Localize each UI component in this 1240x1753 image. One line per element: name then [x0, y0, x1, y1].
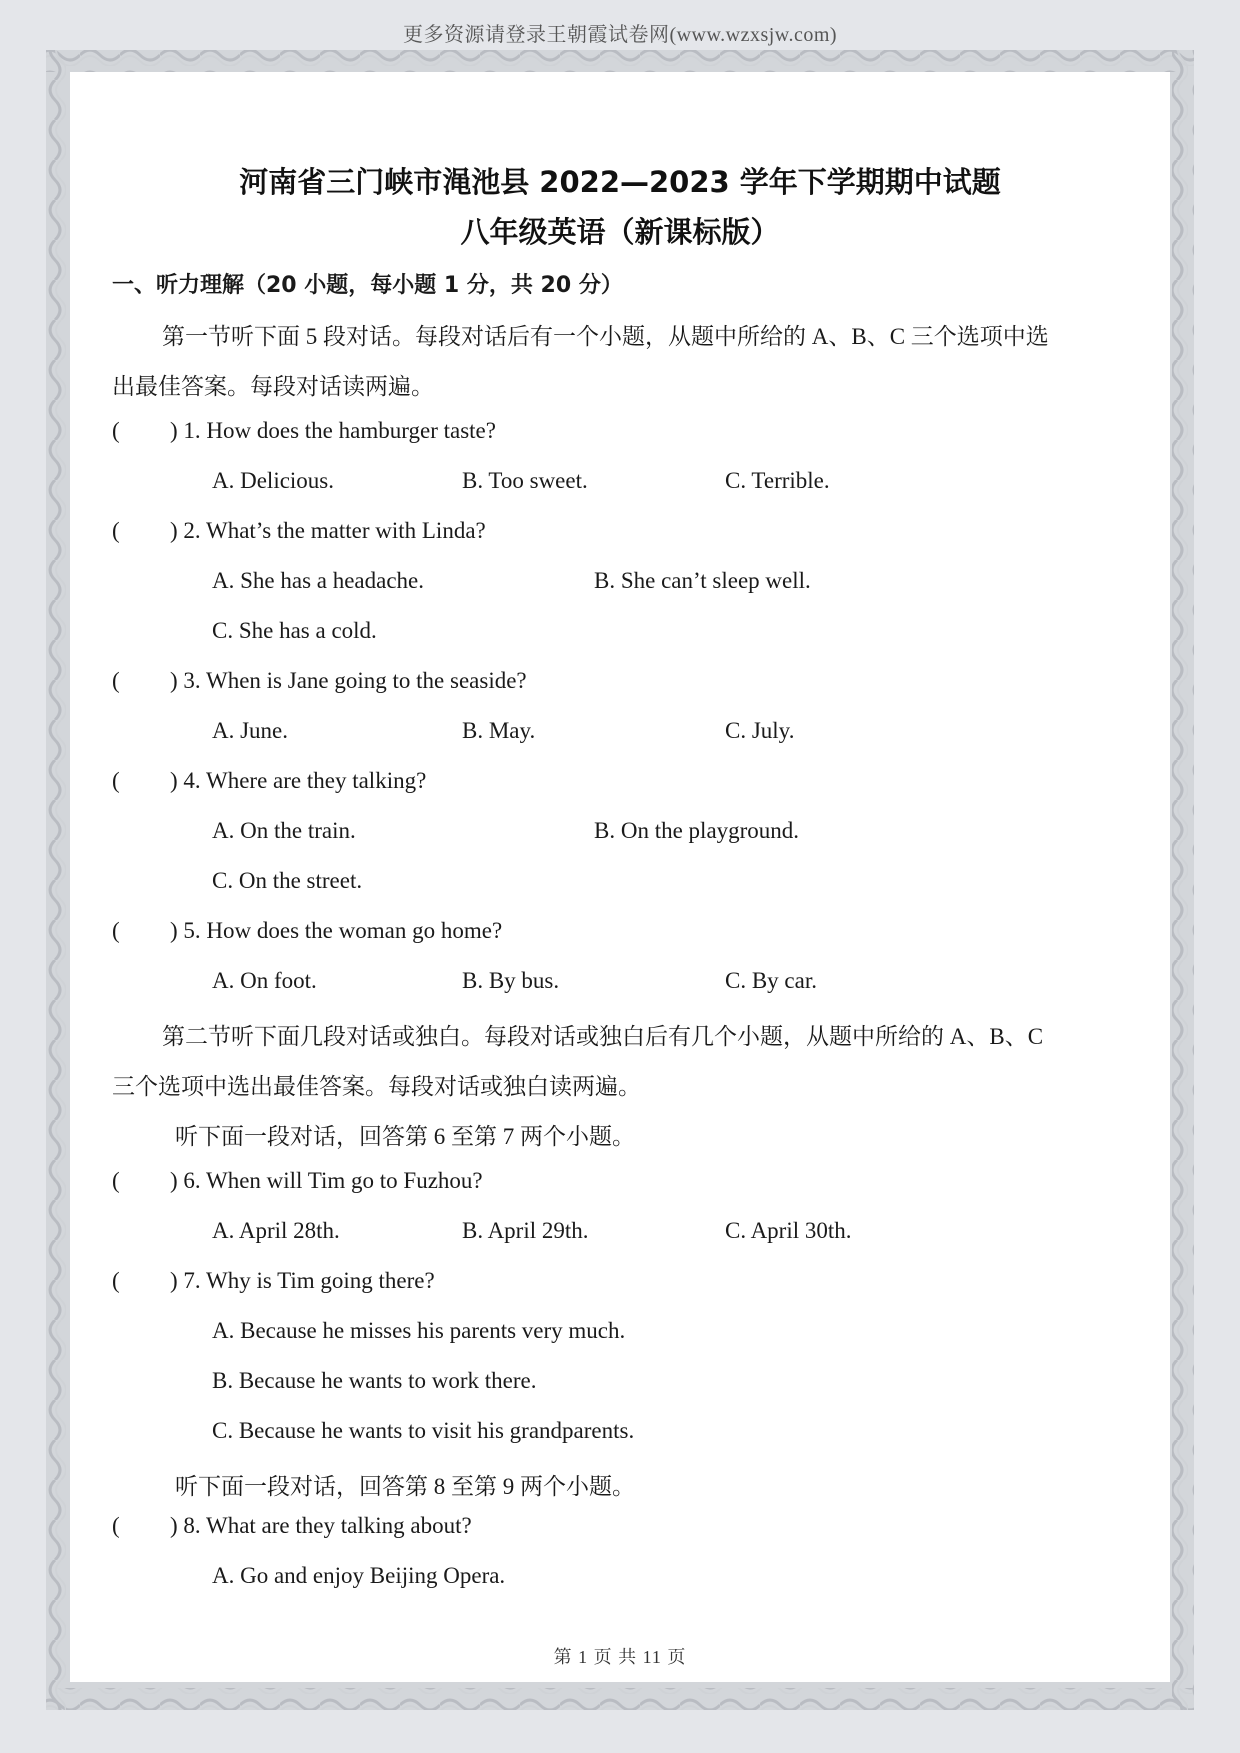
option-c: C. July. — [725, 718, 795, 743]
part1-instructions: 第一节听下面 5 段对话。每段对话后有一个小题，从题中所给的 A、B、C 三个选项中选 — [162, 324, 1049, 349]
answer-blank: ( — [112, 1168, 120, 1193]
question-stem: ) 3. When is Jane going to the seaside? — [170, 668, 527, 693]
answer-blank: ( — [112, 1268, 120, 1293]
option-c: C. By car. — [725, 968, 817, 993]
option-b: B. Because he wants to work there. — [212, 1368, 537, 1393]
question-stem: ) 5. How does the woman go home? — [170, 918, 503, 943]
option-b: B. Too sweet. — [462, 468, 588, 493]
part2-instructions: 第二节听下面几段对话或独白。每段对话或独白后有几个小题，从题中所给的 A、B、C — [162, 1024, 1044, 1049]
option-a: A. On foot. — [212, 968, 317, 993]
exam-title: 河南省三门峡市渑池县 2022—2023 学年下学期期中试题 — [239, 165, 1001, 199]
option-b: B. On the playground. — [594, 818, 800, 843]
option-b: B. She can’t sleep well. — [594, 568, 811, 593]
option-a: A. Go and enjoy Beijing Opera. — [212, 1563, 506, 1588]
page-number: 第 1 页 共 11 页 — [553, 1647, 687, 1667]
question-stem: ) 7. Why is Tim going there? — [170, 1268, 435, 1293]
option-a: A. Because he misses his parents very much. — [212, 1318, 626, 1343]
option-a: A. April 28th. — [212, 1218, 340, 1243]
question-stem: ) 1. How does the hamburger taste? — [170, 418, 496, 443]
option-c: C. Because he wants to visit his grandparents. — [212, 1418, 635, 1443]
question-stem: ) 4. Where are they talking? — [170, 768, 427, 793]
part1-instructions-cont: 出最佳答案。每段对话读两遍。 — [112, 374, 434, 399]
exam-subtitle: 八年级英语（新课标版） — [460, 215, 780, 249]
option-a: A. Delicious. — [212, 468, 335, 493]
site-banner: 更多资源请登录王朝霞试卷网(www.wzxsjw.com) — [402, 24, 838, 46]
option-a: A. She has a headache. — [212, 568, 425, 593]
question-stem: ) 6. When will Tim go to Fuzhou? — [170, 1168, 483, 1193]
answer-blank: ( — [112, 768, 120, 793]
answer-blank: ( — [112, 1513, 120, 1538]
part2-instructions-cont: 三个选项中选出最佳答案。每段对话或独白读两遍。 — [112, 1074, 641, 1099]
dialog-note: 听下面一段对话，回答第 8 至第 9 两个小题。 — [175, 1474, 635, 1499]
option-b: B. April 29th. — [462, 1218, 589, 1243]
question-stem: ) 2. What’s the matter with Linda? — [170, 518, 486, 543]
dialog-note: 听下面一段对话，回答第 6 至第 7 两个小题。 — [175, 1124, 635, 1149]
answer-blank: ( — [112, 518, 120, 543]
answer-blank: ( — [112, 418, 120, 443]
option-b: B. By bus. — [462, 968, 560, 993]
answer-blank: ( — [112, 668, 120, 693]
answer-blank: ( — [112, 918, 120, 943]
option-b: B. May. — [462, 718, 536, 743]
option-c: C. She has a cold. — [212, 618, 377, 643]
question-stem: ) 8. What are they talking about? — [170, 1513, 472, 1538]
option-c: C. On the street. — [212, 868, 363, 893]
option-c: C. April 30th. — [725, 1218, 852, 1243]
option-c: C. Terrible. — [725, 468, 830, 493]
section-heading: 一、听力理解（20 小题，每小题 1 分，共 20 分） — [112, 273, 623, 298]
option-a: A. On the train. — [212, 818, 356, 843]
option-a: A. June. — [212, 718, 289, 743]
